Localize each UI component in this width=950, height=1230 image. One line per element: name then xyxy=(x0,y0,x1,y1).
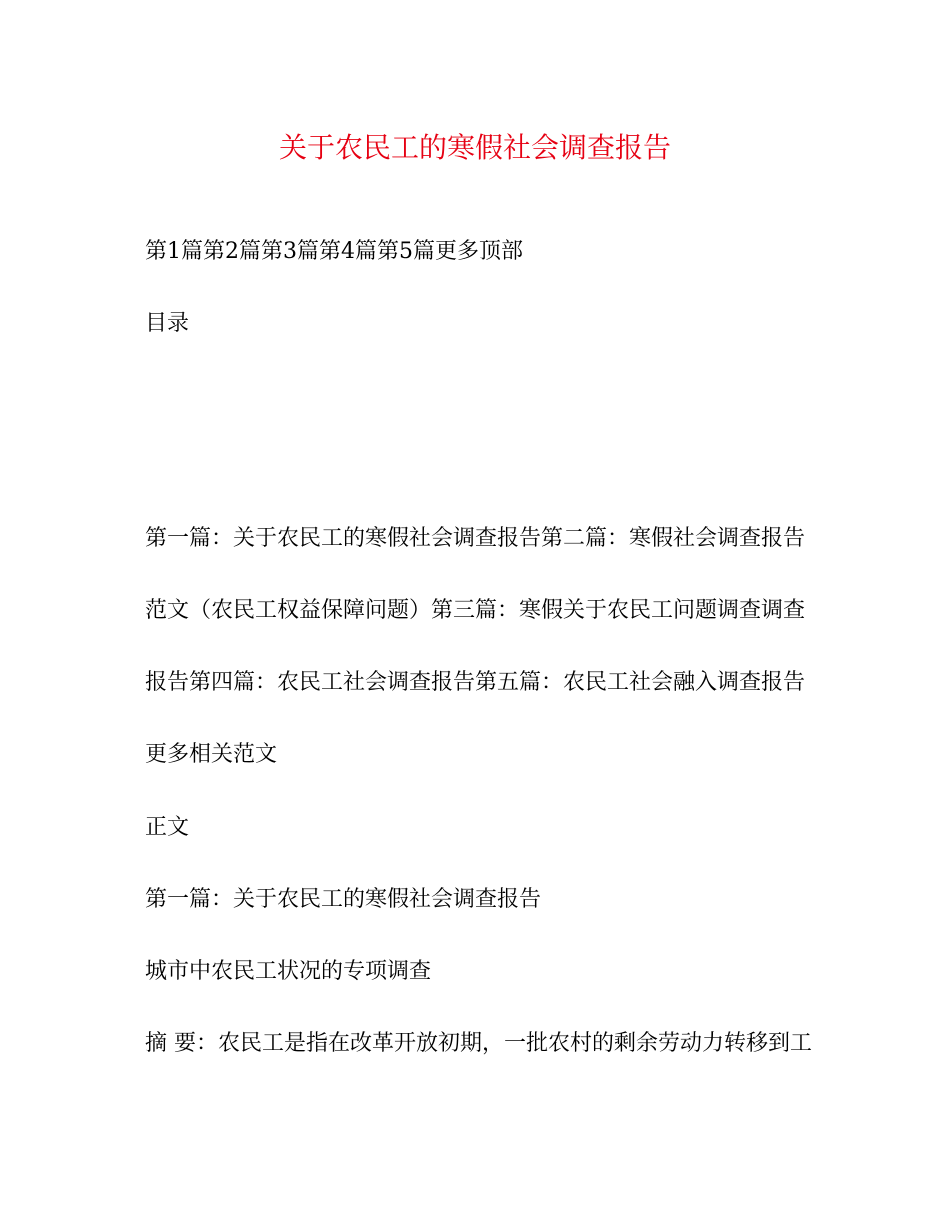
toc-line-4: 更多相关范文 xyxy=(145,742,278,767)
document-title: 关于农民工的寒假社会调查报告 xyxy=(278,131,671,164)
body-heading: 正文 xyxy=(145,815,190,840)
toc-line-2: 范文（农民工权益保障问题）第三篇：寒假关于农民工问题调查调查 xyxy=(145,598,806,623)
toc-line-1: 第一篇：关于农民工的寒假社会调查报告第二篇：寒假社会调查报告 xyxy=(145,526,806,551)
nav-links: 第1篇第2篇第3篇第4篇第5篇更多顶部 xyxy=(145,239,523,264)
abstract-line: 摘 要：农民工是指在改革开放初期，一批农村的剩余劳动力转移到工 xyxy=(145,1031,812,1056)
toc-heading: 目录 xyxy=(145,311,190,336)
toc-line-3: 报告第四篇：农民工社会调查报告第五篇：农民工社会融入调查报告 xyxy=(145,670,806,695)
section-subtitle: 城市中农民工状况的专项调查 xyxy=(145,959,432,984)
section-title: 第一篇：关于农民工的寒假社会调查报告 xyxy=(145,887,542,912)
